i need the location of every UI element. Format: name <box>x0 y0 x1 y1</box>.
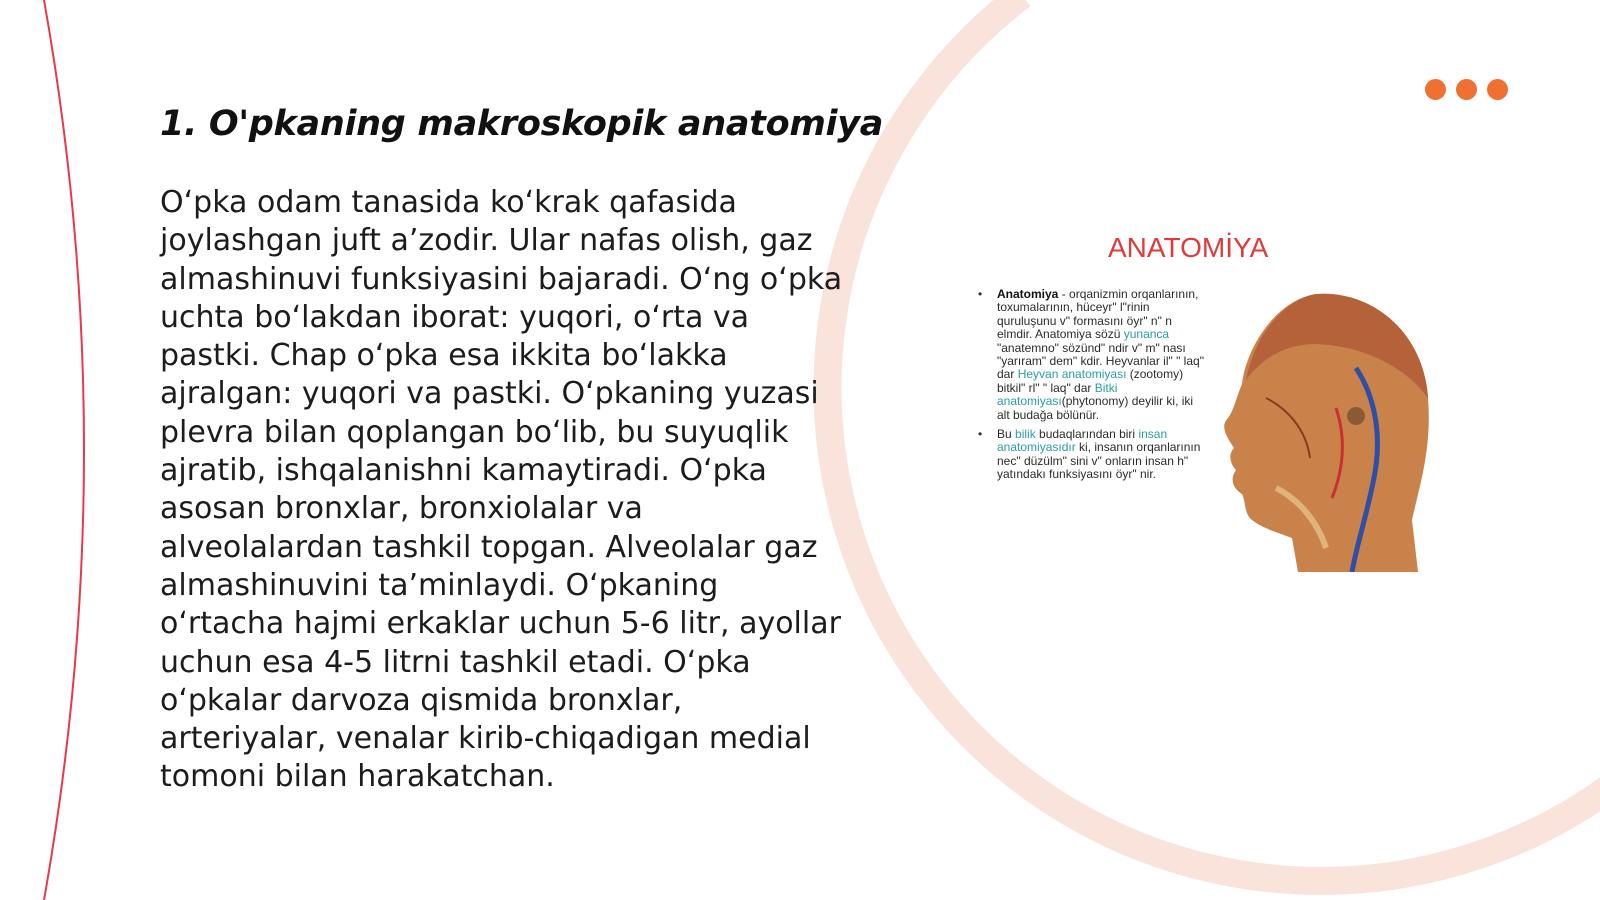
link-text: bilik <box>1015 427 1036 442</box>
link-text: Bitki anatomiyası <box>997 380 1118 409</box>
left-red-curve <box>44 0 84 900</box>
link-text: insan anatomiyasıdır <box>997 427 1168 455</box>
image-title: ANATOMİYA <box>1108 232 1269 263</box>
three-dots-icon <box>1425 79 1508 100</box>
slide-title: 1. O'pkaning makroskopik anatomiya <box>160 104 884 144</box>
text: ki, insanın orqanlarının nec" düzülm" sini v" onların insan h" yatındakı funksiyasını öyr" nir. <box>997 440 1201 482</box>
text: (phytonomy) deyilir ki, iki alt budağa bölünür. <box>997 394 1194 422</box>
text: budaqlarından biri <box>1035 427 1139 442</box>
text: Bu <box>997 427 1016 442</box>
image-bullet-list <box>976 288 1208 488</box>
head-anatomy-illustration <box>1206 288 1442 572</box>
text: - orqanizmin orqanlarının, toxumalarının, hüceyr" l"rinin quruluşunu v" formasını öyr" n" n elmdir. Anatomiya sözü <box>997 287 1199 342</box>
list-item <box>976 288 1208 422</box>
term: Anatomiya <box>997 287 1059 301</box>
dot <box>1487 79 1508 100</box>
dot <box>1456 79 1477 100</box>
link-text: Heyvan anatomiyası <box>1017 367 1127 382</box>
link-text: yunanca <box>1123 327 1170 342</box>
dot <box>1425 79 1446 100</box>
slide-body-text: O‘pka odam tanasida ko‘krak qafasida joylashgan juft a’zodir. Ular nafas olish, gaz almashinuvi funksiyasini bajaradi. O‘ng o‘pka uchta bo‘lakdan iborat: yuqori, o‘rta va pastki. Chap o‘pka esa ikkita bo‘lakka ajralgan: yuqori va pastki. O‘pkaning yuzasi plevra bilan qoplangan bo‘lib, bu suyuqlik ajratib, ishqalanishni kamaytiradi. O‘pka asosan bronxlar, bronxiolalar va alveolalardan tashkil topgan. Alveolalar gaz almashinuvini ta’minlaydi. O‘pkaning o‘rtacha hajmi erkaklar uchun 5-6 litr, ayollar uchun esa 4-5 litrni tashkil etadi. O‘pka o‘pkalar darvoza qismida bronxlar, arteriyalar, venalar kirib-chiqadigan medial tomoni bilan harakatchan. <box>160 185 843 795</box>
anatomy-image <box>968 218 1448 578</box>
text: "anatemno" sözünd" ndir v" m" nası "yarıram" dem" kdir. Heyvanlar il" " laq" dar <box>997 340 1204 382</box>
list-item <box>976 428 1208 482</box>
text: (zootomy) bitkil" rl" " laq" dar <box>997 367 1184 395</box>
